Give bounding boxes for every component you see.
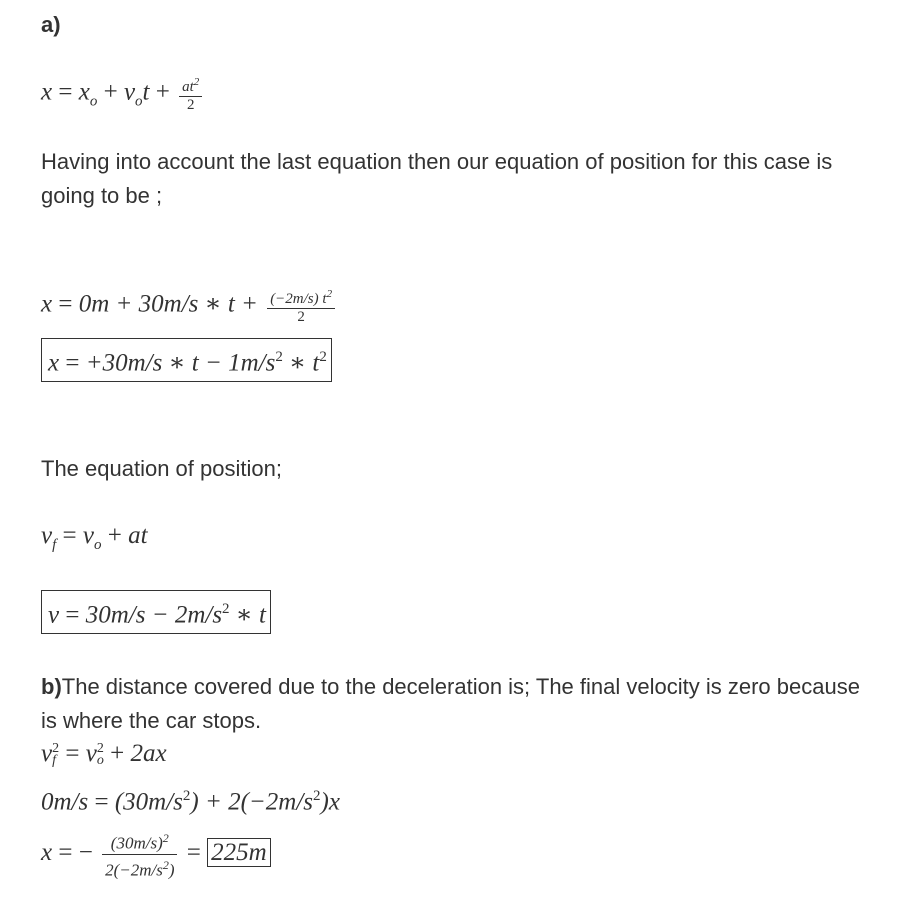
position-equation: x = 0m + 30m/s ∗ t + $\frac{(-2m/s) t^2}{2}$ <box>41 286 338 326</box>
explanation-paragraph-1: Having into account the last equation then our equation of position for this case is going to be ; <box>41 149 833 208</box>
eq-var: v <box>123 78 136 106</box>
velocity-equation: $v_f = v_o$ + at <box>41 522 148 553</box>
answer-box: $v = 30m/s - 2m/s^2$ ∗ t <box>41 590 271 634</box>
explanation-paragraph-2: The equation of position; <box>41 456 282 481</box>
position-equation-boxed <box>41 338 332 382</box>
result-equation: x = − $\frac{(30m/s)^2}{2(-2m/s^2)}$ = 225m <box>41 828 271 880</box>
eq-rhs: 0m + 30m/s ∗ t + <box>78 290 258 318</box>
part-b-paragraph <box>41 670 871 738</box>
fraction-numerator: $at^2$ <box>179 74 202 97</box>
fraction-numerator: $(30m/s)^2$ <box>102 828 177 855</box>
general-position-equation: $x = x_o + v_ot$ + $\frac{at^2}{2}$ <box>41 74 205 114</box>
part-a-label: a) <box>41 12 61 37</box>
final-answer-box: 225m <box>207 838 271 867</box>
fraction <box>267 286 335 326</box>
eq-var: x <box>41 290 53 318</box>
velocity-equation-boxed <box>41 590 271 634</box>
kinematic-equation: v 2 f = v 2 o + 2ax <box>41 740 167 769</box>
answer-box: x = +30m/s ∗ $t - 1m/s^2$ ∗ $t^2$ <box>41 338 332 382</box>
substituted-equation: $0m/s = (30m/s^2) + 2(-2m/s^2)x$ <box>41 788 340 816</box>
fraction-denominator: 2 <box>186 97 195 113</box>
part-b-text: The distance covered due to the deceleration is; The final velocity is zero because is where the car stops. <box>41 674 860 733</box>
fraction-denominator: $2(-2m/s^2)$ <box>105 857 175 880</box>
fraction <box>102 828 177 880</box>
fraction <box>179 74 202 114</box>
fraction-denominator: 2 <box>297 309 305 325</box>
fraction-numerator: (−2m/s) $t^2$ <box>267 286 335 309</box>
eq-var: x <box>78 78 90 106</box>
eq-sub: o <box>135 93 143 110</box>
eq-sub: o <box>89 93 98 110</box>
eq-var: t <box>142 78 150 106</box>
eq-var: x <box>41 78 53 106</box>
part-b-label: b) <box>41 674 62 699</box>
